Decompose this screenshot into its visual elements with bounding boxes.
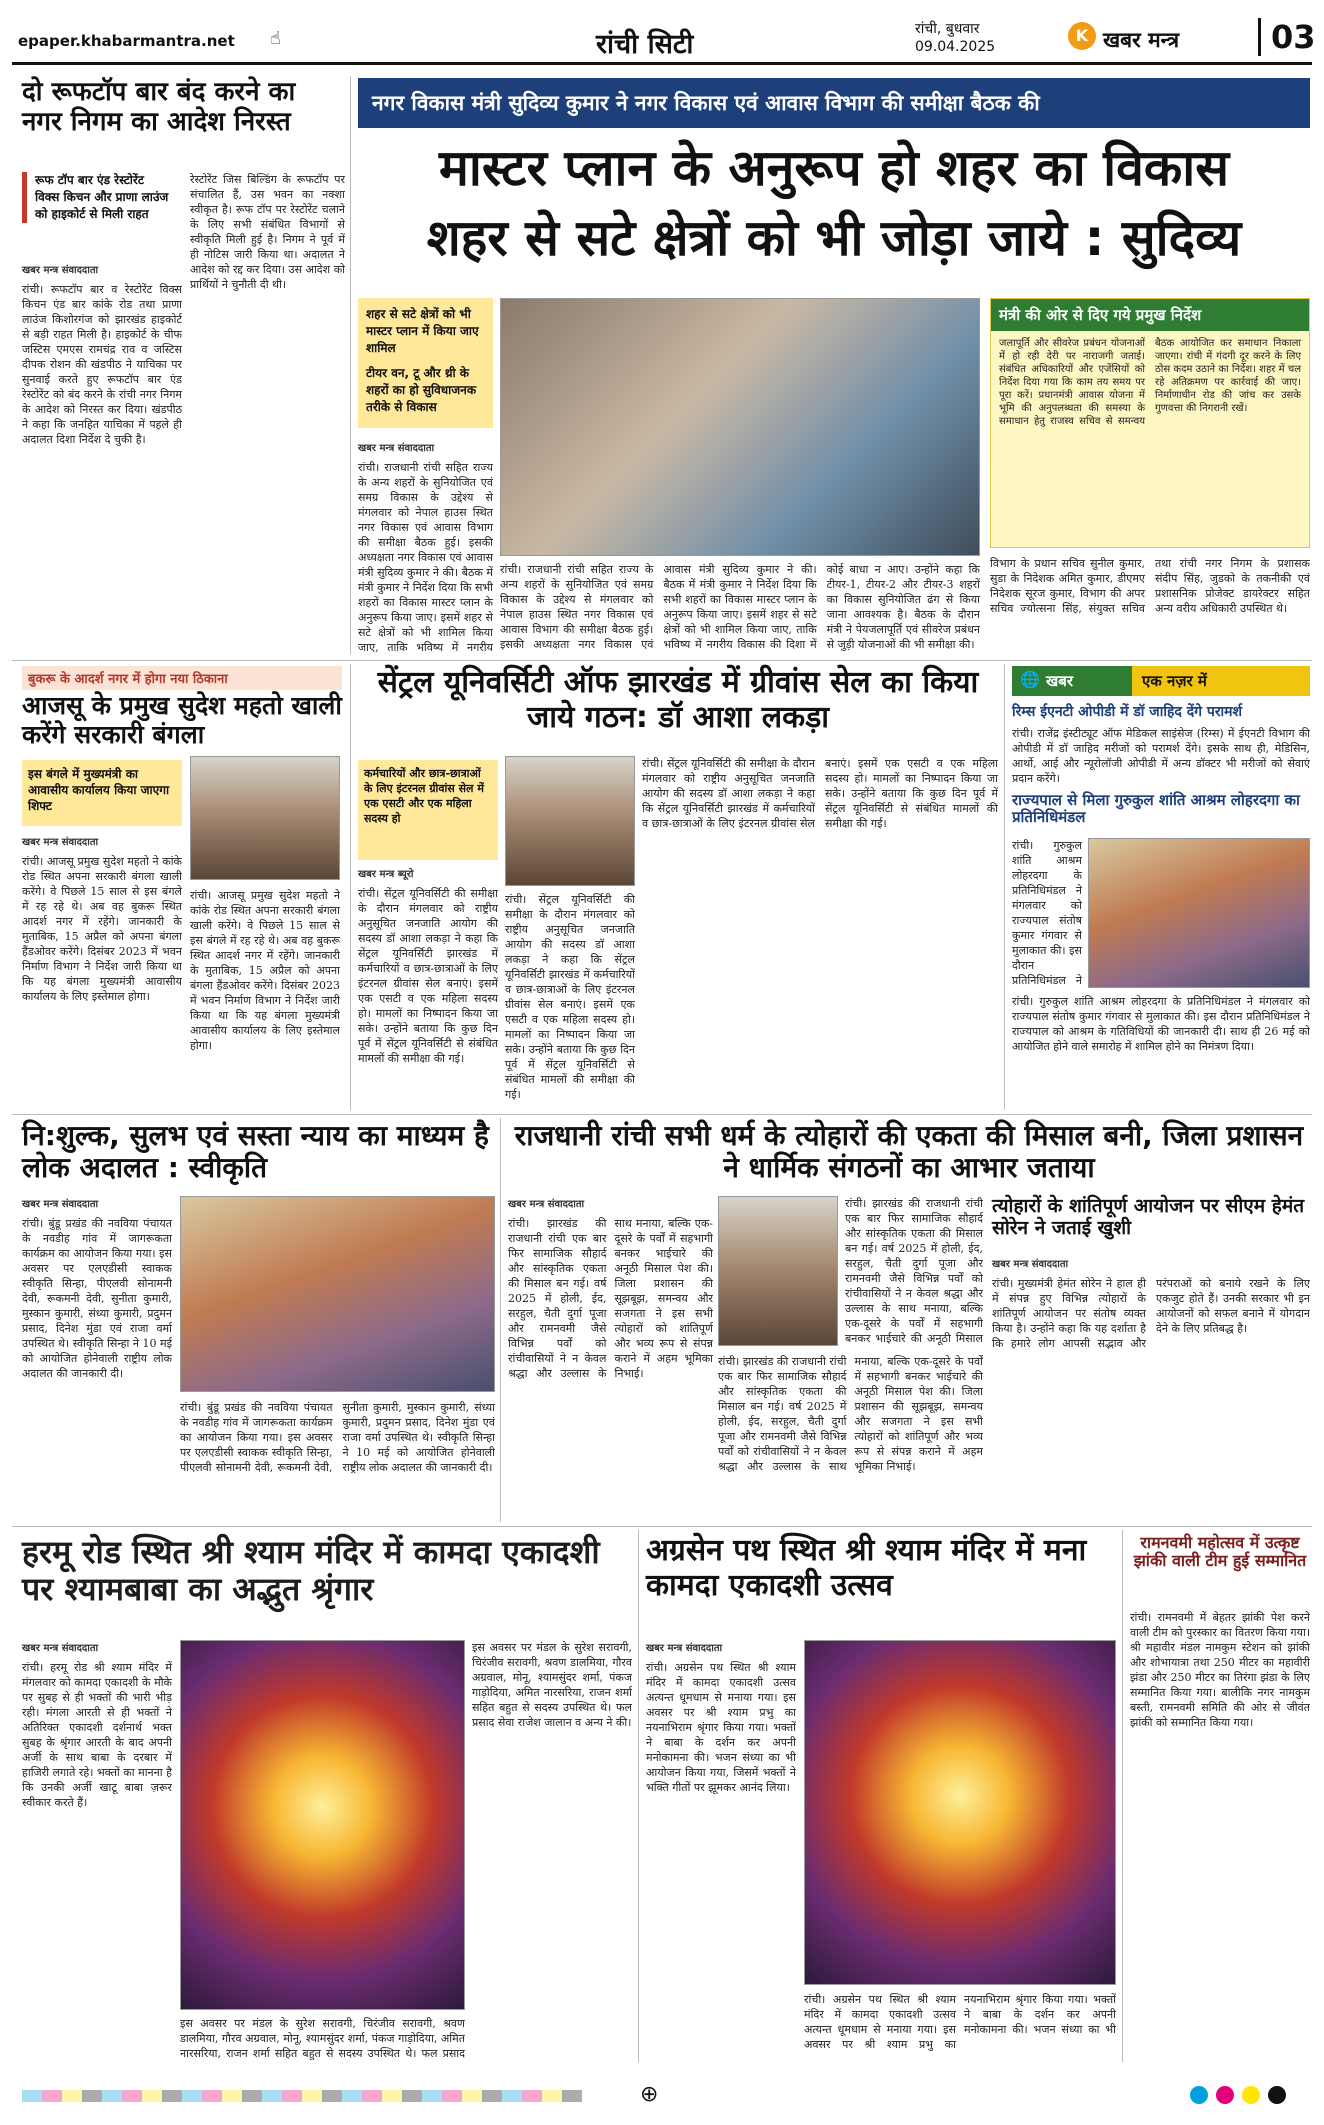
column-divider xyxy=(500,1118,501,1522)
row-divider-1 xyxy=(12,660,1312,661)
lead-meeting-photo xyxy=(500,298,980,556)
glance-headline-2: राज्यपाल से मिला गुरुकुल शांति आश्रम लोहरदगा का प्रतिनिधिमंडल xyxy=(1012,791,1300,827)
cmyk-dot-2 xyxy=(1242,2086,1260,2104)
story6-portrait-photo xyxy=(718,1196,838,1346)
story1-byline: खबर मन्त्र संवाददाता xyxy=(22,265,99,276)
brand-logo-icon: K xyxy=(1068,22,1096,50)
story6-sub-body: रांची। मुख्यमंत्री हेमंत सोरेन ने हाल ही में संपन्न हुए विभिन्न त्योहारों के शांतिपूर्ण आयोजन पर संतोष व्यक्त किया है। उन्होंने कहा कि यह दर्शाता है कि हमारे लोग आपसी सद्भाव और परंपराओं को बनाये रखने के लिए एकजुट होते हैं। उनकी सरकार भी इन आयोजनों को सफल बनाने में योगदान देने के लिए प्रतिबद्ध है। xyxy=(992,1277,1310,1350)
site-url[interactable]: epaper.khabarmantra.net xyxy=(18,32,235,50)
story9-headline: रामनवमी महोत्सव में उत्कृष्ट झांकी वाली टीम हुई सम्मानित xyxy=(1133,1533,1307,1571)
section-title: रांची सिटी xyxy=(596,29,694,60)
story7-byline: खबर मन्त्र संवाददाता xyxy=(22,1643,99,1654)
story6-body-more: रांची। झारखंड की राजधानी रांची एक बार फिर सामाजिक सौहार्द और सांस्कृतिक एकता की मिसाल बन गई। वर्ष 2025 में होली, ईद, सरहुल, चैती दुर्गा पूजा और रामनवमी जैसे विभिन्न पर्वों को रांचीवासियों ने न केवल श्रद्धा और उल्लास के साथ मनाया, बल्कि एक-दूसरे के पर्वों में सहभागी बनकर भाईचारे की अनूठी मिसाल xyxy=(845,1197,983,1345)
lok-adalat-photo xyxy=(180,1196,495,1392)
cmyk-dot-0 xyxy=(1190,2086,1208,2104)
color-bar xyxy=(22,2090,582,2102)
story7-caption: इस अवसर पर मंडल के सुरेश सरावगी, चिरंजीव सरावगी, श्रवण डालमिया, गौरव अग्रवाल, मोनू, श्यामसुंदर शर्मा, पंकज गाड़ोदिया, अमित नारसरिया, राजन शर्मा सहित बहुत से सदस्य उपस्थित थे। फल प्रसाद xyxy=(180,2017,465,2060)
lead-sidebar xyxy=(990,298,1310,548)
story1-body: रांची। रूफटॉप बार व रेस्टोरेंट विक्स किचन एंड बार कांके रोड तथा प्राणा लाउंज किशोरगंज को झारखंड हाइकोर्ट से बड़ी राहत मिली है। हाइकोर्ट के चीफ जस्टिस एमएस रामचंद्र राव व जस्टिस दीपक रोशन की खंडपीठ ने याचिका पर सुनवाई करते हुए रूफटॉप बार एंड रेस्टोरेंट को बंद करने के रांची नगर निगम के आदेश को निरस्त कर दिया। खंडपीठ ने कहा कि जनहित याचिका में पहले ही अदालत दिशा निर्देश दे चुकी है। xyxy=(22,283,182,446)
lead-body-cont: रांची। राजधानी रांची सहित राज्य के अन्य शहरों के सुनियोजित एवं समग्र विकास के उद्देश्य से मंगलवार को नेपाल हाउस स्थित नगर विकास एवं आवास विभाग की समीक्षा बैठक हुई। इसकी अध्यक्षता नगर विकास एवं आवास मंत्री सुदिव्य कुमार ने की। बैठक में मंत्री कुमार ने निर्देश दिया कि सभी शहरों का विकास मास्टर प्लान के अनुरूप किया जाए। इसमें शहर से सटे क्षेत्रों को भी शामिल किया जाए, ताकि भविष्य में नगरीय विकास की दिशा में कोई बाधा न आए। उन्होंने कहा कि टीयर-1, टीयर-2 और टीयर-3 शहरों का विकास सुनियोजित ढंग से किया जाना आवश्यक है। बैठक के दौरान मंत्री ने पेयजलापूर्ति एवं सीवरेज प्रबंधन से जुड़ी योजनाओं की भी समीक्षा की। xyxy=(500,563,980,651)
globe-icon: 🌐 xyxy=(1020,670,1040,689)
story7-headline: हरमू रोड स्थित श्री श्याम मंदिर में कामदा एकादशी पर श्यामबाबा का अद्भुत श्रृंगार xyxy=(22,1533,600,1608)
shyam-temple-agrasen-photo xyxy=(804,1640,1116,1985)
date-day: रांची, बुधवार xyxy=(915,21,980,37)
lead-bullet-2: टीयर वन, टू और थ्री के शहरों का हो सुविधाजनक तरीके से विकास xyxy=(366,366,477,414)
lead-bullets xyxy=(358,298,493,428)
story8-byline: खबर मन्त्र संवाददाता xyxy=(646,1643,723,1654)
story4-bullet: कर्मचारियों और छात्र-छात्राओं के लिए इंटरनल ग्रीवांस सेल में एक एसटी और एक महिला सदस्य हो xyxy=(358,760,498,860)
story7-body-2: इस अवसर पर मंडल के सुरेश सरावगी, चिरंजीव सरावगी, श्रवण डालमिया, गौरव अग्रवाल, मोनू, श्यामसुंदर शर्मा, पंकज गाड़ोदिया, अमित नारसरिया, राजन शर्मा सहित बहुत से सदस्य उपस्थित थे। फल प्रसाद सेवा राजेश जालान व अन्य ने की। xyxy=(472,1641,632,1729)
story5-body-cont: रांची। बुंडू प्रखंड की नवविया पंचायत के नवडीह गांव में जागरूकता कार्यक्रम का आयोजन किया गया। इस अवसर पर एलएडीसी स्वाकक स्वीकृति सिन्हा, पीएलवी सोनामनी देवी, रूकमनी देवी, सुनीता कुमारी, मुस्कान कुमारी, संध्या कुमारी, प्रदुमन प्रसाद, दिनेश मुंडा एवं राजा वर्मा उपस्थित थे। स्वीकृति सिन्हा ने 10 मई को आयोजित होनेवाली राष्ट्रीय लोक अदालत की जानकारी दी। xyxy=(180,1401,495,1474)
story1-bullet: रूफ टॉप बार एंड रेस्टोरेंट विक्स किचन और प्राणा लाउंज को हाइकोर्ट से मिली राहत xyxy=(22,172,172,223)
story1-body-2: रेस्टोरेंट जिस बिल्डिंग के रूफटॉप पर संचालित हैं, उस भवन का नक्शा स्वीकृत है। रूफ टॉप पर रेस्टोरेंट चलाने के लिए सभी संबंधित विभागों से स्वीकृति मिली हुई है। निगम ने पूर्व में ही नोटिस जारी किया था। अदालत ने आदेश को रद्द कर दिया। उस आदेश को प्रार्थियों ने चुनौती दी थी। xyxy=(190,173,345,291)
story6-sub-byline: खबर मन्त्र संवाददाता xyxy=(992,1259,1069,1270)
glance-label-1: खबर xyxy=(1046,672,1073,690)
column-divider xyxy=(1004,664,1005,1110)
story4-body-more: रांची। सेंट्रल यूनिवर्सिटी की समीक्षा के दौरान मंगलवार को राष्ट्रीय अनुसूचित जनजाति आयोग की सदस्य डॉ आशा लकड़ा ने कहा कि सेंट्रल यूनिवर्सिटी झारखंड में कर्मचारियों व छात्र-छात्राओं के लिए इंटरनल ग्रीवांस सेल बनाएं। इसमें एक एसटी व एक महिला सदस्य हो। मामलों का निष्पादन किया जा सके। उन्होंने बताया कि कुछ दिन पूर्व में सेंट्रल यूनिवर्सिटी से संबंधित मामलों की समीक्षा की गई। xyxy=(642,757,998,830)
lead-kicker: नगर विकास मंत्री सुदिव्य कुमार ने नगर विकास एवं आवास विभाग की समीक्षा बैठक की xyxy=(358,78,1310,128)
lead-body: रांची। राजधानी रांची सहित राज्य के अन्य शहरों के सुनियोजित एवं समग्र विकास के उद्देश्य से मंगलवार को नेपाल हाउस स्थित नगर विकास एवं आवास विभाग की समीक्षा बैठक हुई। इसकी अध्यक्षता नगर विकास एवं आवास मंत्री सुदिव्य कुमार ने की। बैठक में मंत्री कुमार ने निर्देश दिया कि सभी शहरों का विकास मास्टर प्लान के अनुरूप किया जाए। इसमें शहर से सटे क्षेत्रों को भी शामिल किया जाए, ताकि भविष्य में नगरीय xyxy=(358,461,493,654)
story9-body: रांची। रामनवमी में बेहतर झांकी पेश करने वाली टीम को पुरस्कार का वितरण किया गया। श्री महावीर मंडल नामकुम स्टेशन को झांकी और शोभायात्रा तथा 250 मीटर का महावीरी झंडा और 250 मीटर का तिरंगा झंडा के लिए सम्मानित किया गया। बालीकि नगर नामकुम बस्ती, रामनवमी समिति की ओर से जीवंत झांकी को सम्मानित किया गया। xyxy=(1130,1611,1310,1729)
glance-headline-1: रिम्स ईएनटी ओपीडी में डॉ जाहिद देंगे परामर्श xyxy=(1012,704,1243,720)
lead-footer: विभाग के प्रधान सचिव सुनील कुमार, सुडा के निदेशक अमित कुमार, डीएमए निदेशक सूरज कुमार, विभाग की अपर सचिव ज्योत्सना सिंह, संयुक्त सचिव तथा रांची नगर निगम के प्रशासक संदीप सिंह, जुडको के तकनीकी एवं प्रशासनिक प्रोजेक्ट डायरेक्टर सहित अन्य वरीय अधिकारी उपस्थित थे। xyxy=(990,557,1310,615)
story6-body-cont: रांची। झारखंड की राजधानी रांची एक बार फिर सामाजिक सौहार्द और सांस्कृतिक एकता की मिसाल बन गई। वर्ष 2025 में होली, ईद, सरहुल, चैती दुर्गा पूजा और रामनवमी जैसे विभिन्न पर्वों को रांचीवासियों ने न केवल श्रद्धा और उल्लास के साथ मनाया, बल्कि एक-दूसरे के पर्वों में सहभागी बनकर भाईचारे की अनूठी मिसाल पेश की। जिला प्रशासन की सूझबूझ, समन्वय और सजगता ने इस सभी त्योहारों को शांतिपूर्ण और भव्य रूप से संपन्न कराने में अहम भूमिका निभाई। xyxy=(718,1355,983,1473)
date-block xyxy=(915,20,995,56)
cmyk-marks xyxy=(1190,2086,1286,2104)
brand-name: खबर मन्त्र xyxy=(1103,28,1180,52)
date-value: 09.04.2025 xyxy=(915,39,996,55)
story3-body: रांची। आजसू प्रमुख सुदेश महतो ने कांके रोड स्थित अपना सरकारी बंगला खाली करेंगे। वे पिछले 15 साल से इस बंगले में रह रहे थे। अब वह बुकरू स्थित आदर्श नगर में रहेंगे। जानकारी के मुताबिक, 15 अप्रैल को अपना बंगला हैंडओवर करेंगे। दिसंबर 2023 में भवन निर्माण विभाग ने निर्देश जारी किया था कि यह बंगला मुख्यमंत्री आवासीय कार्यालय के लिए इस्तेमाल होगा। xyxy=(22,855,182,1003)
story1-headline: दो रूफटॉप बार बंद करने का नगर निगम का आदेश निरस्त xyxy=(22,77,296,137)
lead-headline-2: शहर से सटे क्षेत्रों को भी जोड़ा जाये : सुदिव्य xyxy=(426,209,1242,267)
story6-sub-headline: त्योहारों के शांतिपूर्ण आयोजन पर सीएम हेमंत सोरेन ने जताई खुशी xyxy=(992,1195,1305,1239)
page-number: 03 xyxy=(1258,18,1316,56)
registration-mark-icon: ⊕ xyxy=(640,2082,659,2107)
story4-byline: खबर मन्त्र ब्यूरो xyxy=(358,869,414,880)
story5-headline: नि:शुल्क, सुलभ एवं सस्ता न्याय का माध्यम है लोक अदालत : स्वीकृति xyxy=(22,1119,489,1185)
header-rule xyxy=(12,62,1312,65)
story4-body-cont: रांची। सेंट्रल यूनिवर्सिटी की समीक्षा के दौरान मंगलवार को राष्ट्रीय अनुसूचित जनजाति आयोग की सदस्य डॉ आशा लकड़ा ने कहा कि सेंट्रल यूनिवर्सिटी झारखंड में कर्मचारियों व छात्र-छात्राओं के लिए इंटरनल ग्रीवांस सेल बनाएं। इसमें एक एसटी व एक महिला सदस्य हो। मामलों का निष्पादन किया जा सके। उन्होंने बताया कि कुछ दिन पूर्व में सेंट्रल यूनिवर्सिटी से संबंधित मामलों की समीक्षा की गई। xyxy=(505,893,635,1101)
story8-headline: अग्रसेन पथ स्थित श्री श्याम मंदिर में मना कामदा एकादशी उत्सव xyxy=(646,1533,1087,1603)
story4-portrait-photo xyxy=(505,756,635,886)
row-divider-2 xyxy=(12,1114,1312,1115)
story6-byline: खबर मन्त्र संवाददाता xyxy=(508,1199,585,1210)
cmyk-dot-3 xyxy=(1268,2086,1286,2104)
story6-headline: राजधानी रांची सभी धर्म के त्योहारों की एकता की मिसाल बनी, जिला प्रशासन ने धार्मिक संगठनों का आभार जताया xyxy=(514,1119,1304,1185)
story6-body: रांची। झारखंड की राजधानी रांची एक बार फिर सामाजिक सौहार्द और सांस्कृतिक एकता की मिसाल बन गई। वर्ष 2025 में होली, ईद, सरहुल, चैती दुर्गा पूजा और रामनवमी जैसे विभिन्न पर्वों को रांचीवासियों ने न केवल श्रद्धा और उल्लास के साथ मनाया, बल्कि एक-दूसरे के पर्वों में सहभागी बनकर भाईचारे की अनूठी मिसाल पेश की। जिला प्रशासन की सूझबूझ, समन्वय और सजगता ने इस सभी त्योहारों को शांतिपूर्ण और भव्य रूप से संपन्न कराने में अहम भूमिका निभाई। xyxy=(508,1217,713,1380)
story7-body: रांची। हरमू रोड श्री श्याम मंदिर में मंगलवार को कामदा एकादशी के मौके पर सुबह से ही भक्तों की भारी भीड़ रही। मंगला आरती से ही भक्तों ने अतिरिक्त एकादशी दर्शनार्थ भक्त सुबह के श्रृंगार आरती के बाद अपनी अर्जी के साथ बाबा के दरबार में हाजिरी लगाते रहे। भक्तों का मानना है कि उनकी अर्जी खाटू बाबा ज़रूर स्वीकार करते हैं। xyxy=(22,1661,172,1809)
column-divider xyxy=(350,76,351,654)
story4-body: रांची। सेंट्रल यूनिवर्सिटी की समीक्षा के दौरान मंगलवार को राष्ट्रीय अनुसूचित जनजाति आयोग की सदस्य डॉ आशा लकड़ा ने कहा कि सेंट्रल यूनिवर्सिटी झारखंड में कर्मचारियों व छात्र-छात्राओं के लिए इंटरनल ग्रीवांस सेल बनाएं। इसमें एक एसटी व एक महिला सदस्य हो। मामलों का निष्पादन किया जा सके। उन्होंने बताया कि कुछ दिन पूर्व में सेंट्रल यूनिवर्सिटी से संबंधित मामलों की समीक्षा की गई। xyxy=(358,887,498,1065)
glance-banner xyxy=(1012,666,1310,696)
lead-byline: खबर मन्त्र संवाददाता xyxy=(358,443,435,454)
column-divider xyxy=(1122,1530,1123,2062)
story4-headline: सेंट्रल यूनिवर्सिटी ऑफ झारखंड में ग्रीवांस सेल का किया जाये गठन: डॉ आशा लकड़ा xyxy=(377,665,979,735)
column-divider xyxy=(638,1530,639,2062)
story3-headline: आजसू के प्रमुख सुदेश महतो खाली करेंगे सरकारी बंगला xyxy=(22,691,342,749)
story3-portrait-photo xyxy=(190,756,340,880)
story3-body-cont: रांची। आजसू प्रमुख सुदेश महतो ने कांके रोड स्थित अपना सरकारी बंगला खाली करेंगे। वे पिछले 15 साल से इस बंगले में रह रहे थे। अब वह बुकरू स्थित आदर्श नगर में रहेंगे। जानकारी के मुताबिक, 15 अप्रैल को अपना बंगला हैंडओवर करेंगे। दिसंबर 2023 में भवन निर्माण विभाग ने निर्देश जारी किया था कि यह बंगला मुख्यमंत्री आवासीय कार्यालय के लिए इस्तेमाल होगा। xyxy=(190,889,340,1052)
story3-byline: खबर मन्त्र संवाददाता xyxy=(22,837,99,848)
lead-sidebar-title: मंत्री की ओर से दिए गये प्रमुख निर्देश xyxy=(991,299,1309,331)
governor-meeting-photo xyxy=(1088,838,1310,988)
story3-bullet: इस बंगले में मुख्यमंत्री का आवासीय कार्यालय किया जाएगा शिफ्ट xyxy=(22,760,182,826)
story5-byline: खबर मन्त्र संवाददाता xyxy=(22,1199,99,1210)
shyam-temple-harmu-photo xyxy=(180,1640,465,2010)
glance-label-2: एक नज़र में xyxy=(1132,666,1310,696)
story8-body: रांची। अग्रसेन पथ स्थित श्री श्याम मंदिर में कामदा एकादशी उत्सव अत्यन्त धूमधाम से मनाया गया। इस अवसर पर श्री श्याम प्रभु का नयनाभिराम श्रृंगार किया गया। भक्तों ने बाबा के दर्शन कर अपनी मनोकामना की। भजन संध्या का भी आयोजन किया गया, जिसमें भक्तों ने भक्ति गीतों पर झूमकर आनंद लिया। xyxy=(646,1661,796,1794)
glance-body-1: रांची। राजेंद्र इंस्टीट्यूट ऑफ मेडिकल साइंसेज (रिम्स) में ईएनटी विभाग की ओपीडी में डॉ जाहिद मरीजों को परामर्श देंगे। इसके साथ ही, मेडिसिन, आर्थो, आई और न्यूरोलॉजी ओपीडी में अन्य डॉक्टर भी मरीजों को सेवाएं प्रदान करेंगे। xyxy=(1012,727,1310,785)
glance-body-2: रांची। गुरुकुल शांति आश्रम लोहरदगा के प्रतिनिधिमंडल ने मंगलवार को राज्यपाल संतोष कुमार गंगवार से मुलाकात की। इस दौरान प्रतिनिधिमंडल ने xyxy=(1012,839,1082,987)
story5-body: रांची। बुंडू प्रखंड की नवविया पंचायत के नवडीह गांव में जागरूकता कार्यक्रम का आयोजन किया गया। इस अवसर पर एलएडीसी स्वाकक स्वीकृति सिन्हा, पीएलवी सोनामनी देवी, रूकमनी देवी, सुनीता कुमारी, मुस्कान कुमारी, संध्या कुमारी, प्रदुमन प्रसाद, दिनेश मुंडा एवं राजा वर्मा उपस्थित थे। स्वीकृति सिन्हा ने 10 मई को आयोजित होनेवाली राष्ट्रीय लोक अदालत की जानकारी दी। xyxy=(22,1217,172,1380)
story8-caption: रांची। अग्रसेन पथ स्थित श्री श्याम मंदिर में कामदा एकादशी उत्सव अत्यन्त धूमधाम से मनाया गया। इस अवसर पर श्री श्याम प्रभु का नयनाभिराम श्रृंगार किया गया। भक्तों ने बाबा के दर्शन कर अपनी मनोकामना की। भजन संध्या का भी xyxy=(804,1993,1116,2051)
lead-headline-1: मास्टर प्लान के अनुरूप हो शहर का विकास xyxy=(438,139,1230,197)
glance-body-2-cont: रांची। गुरुकुल शांति आश्रम लोहरदगा के प्रतिनिधिमंडल ने मंगलवार को राज्यपाल संतोष कुमार गंगवार से मुलाकात की। इस दौरान प्रतिनिधिमंडल ने राज्यपाल को आश्रम के गतिविधियों की जानकारी दी। साथ ही 26 मई को आयोजित होने वाले समारोह में शामिल होने का निमंत्रण दिया। xyxy=(1012,995,1310,1053)
story3-kicker: बुकरू के आदर्श नगर में होगा नया ठिकाना xyxy=(22,666,342,690)
cursor-icon: ☝ xyxy=(270,28,281,49)
lead-bullet-1: शहर से सटे क्षेत्रों को भी मास्टर प्लान में किया जाए शामिल xyxy=(366,307,479,355)
column-divider xyxy=(350,664,351,1110)
lead-sidebar-body: जलापूर्ति और सीवरेज प्रबंधन योजनाओं में हो रही देरी पर नाराजगी जताई। संबंधित अधिकारियों और एजेंसियों को निर्देश दिया गया कि काम तय समय पर पूरा करें। प्रधानमंत्री आवास योजना में भूमि की अनुपलब्धता की समस्या के समाधान हेतु राजस्व सचिव से समन्वय बैठक आयोजित कर समाधान निकाला जाएगा। रांची में गंदगी दूर करने के लिए ठोस कदम उठाने का निर्देश। शहर में चल रहे अतिक्रमण पर कार्रवाई की जाए। निर्माणाधीन रोड की जांच कर उसके गुणवत्ता की निगरानी रखें। xyxy=(999,338,1301,427)
row-divider-3 xyxy=(12,1526,1312,1527)
cmyk-dot-1 xyxy=(1216,2086,1234,2104)
